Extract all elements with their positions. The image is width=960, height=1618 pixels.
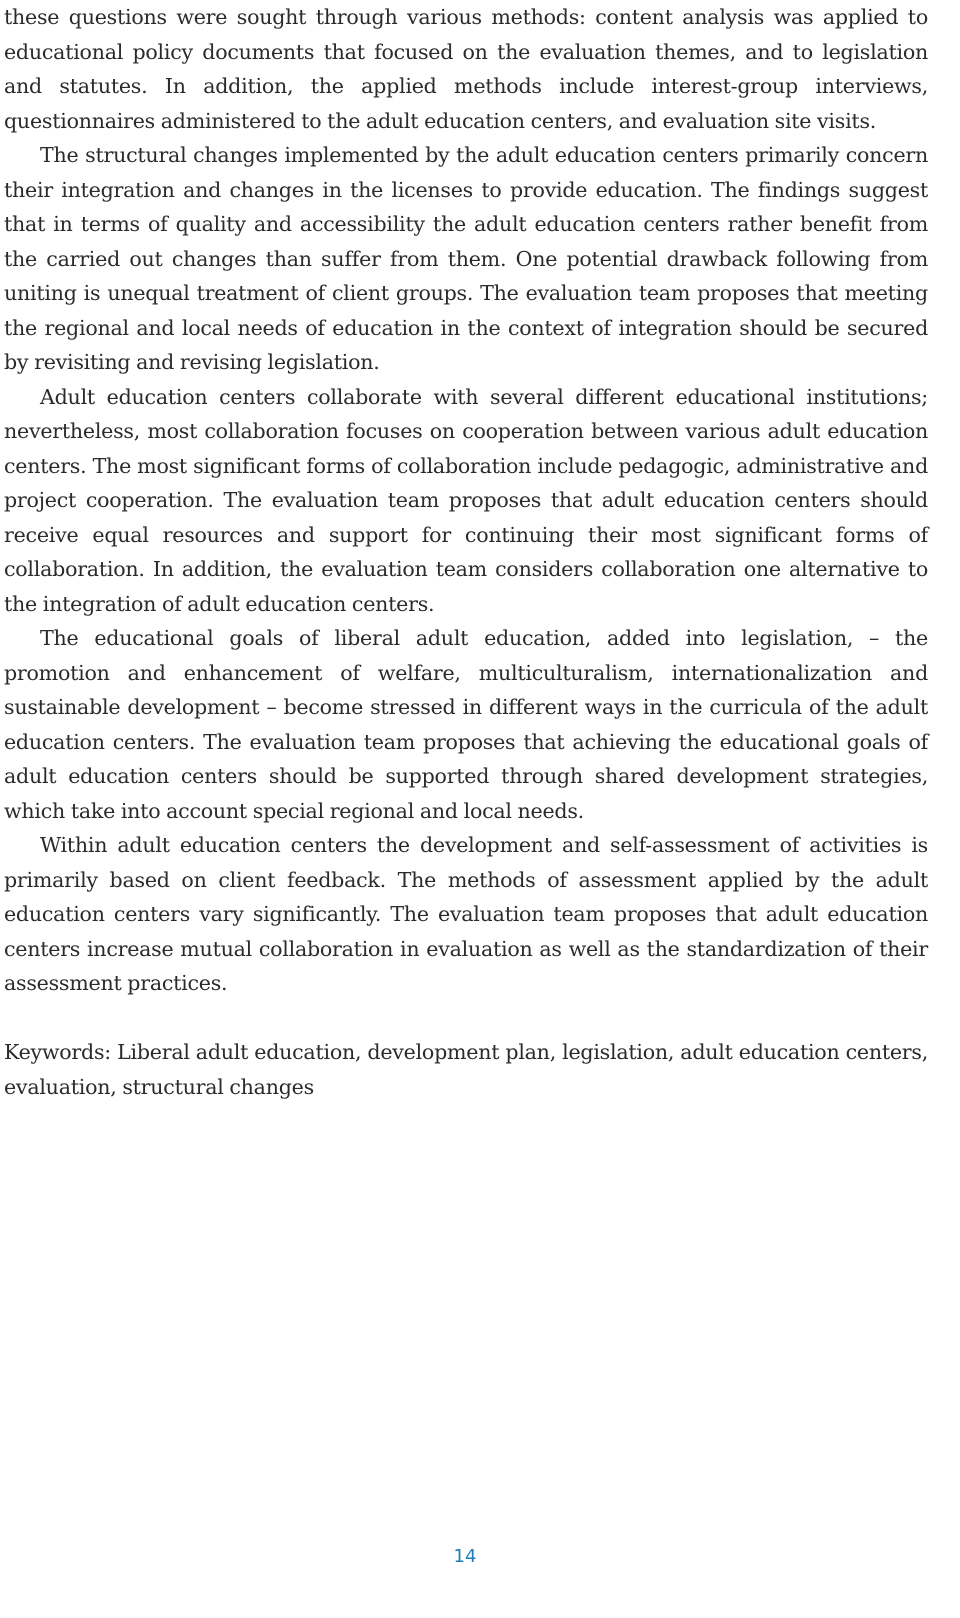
paragraph-continuation: these questions were sought through various methods: content analysis was applied to educational policy documents that focused on the evaluation themes, and to legislation and statutes. In addition, the applied methods include interest-group interviews, questionnaires administered to the adult education centers, and evaluation site visits. <box>4 5 928 133</box>
paragraph-gap <box>4 1001 928 1036</box>
page-body <box>4 0 928 1104</box>
keywords: Keywords: Liberal adult education, development plan, legislation, adult education centers, evaluation, structural changes <box>4 1040 928 1099</box>
paragraph-self-assessment: Within adult education centers the development and self-assessment of activities is primarily based on client feedback. The methods of assessment applied by the adult education centers vary significantly. The evaluation team proposes that adult education centers increase mutual collaboration in evaluation as well as the standardization of their assessment practices. <box>4 833 928 995</box>
paragraph-structural-changes: The structural changes implemented by the adult education centers primarily concern their integration and changes in the licenses to provide education. The findings suggest that in terms of quality and accessibility the adult education centers rather benefit from the carried out changes than suffer from them. One potential drawback following from uniting is unequal treatment of client groups. The evaluation team proposes that meeting the regional and local needs of education in the context of integration should be secured by revisiting and revising legislation. <box>4 143 928 374</box>
paragraph-educational-goals: The educational goals of liberal adult education, added into legislation, – the promotion and enhancement of welfare, multiculturalism, internationalization and sustainable development – become stressed in different ways in the curricula of the adult education centers. The evaluation team proposes that achieving the educational goals of adult education centers should be supported through shared development strategies, which take into account special regional and local needs. <box>4 626 928 823</box>
page-number: 14 <box>453 1546 477 1567</box>
paragraph-collaboration: Adult education centers collaborate with several different educational institutions; nevertheless, most collaboration focuses on cooperation between various adult education centers. The most significant forms of collaboration include pedagogic, administrative and project cooperation. The evaluation team proposes that adult education centers should receive equal resources and support for continuing their most significant forms of collaboration. In addition, the evaluation team considers collaboration one alternative to the integration of adult education centers. <box>4 384 928 616</box>
